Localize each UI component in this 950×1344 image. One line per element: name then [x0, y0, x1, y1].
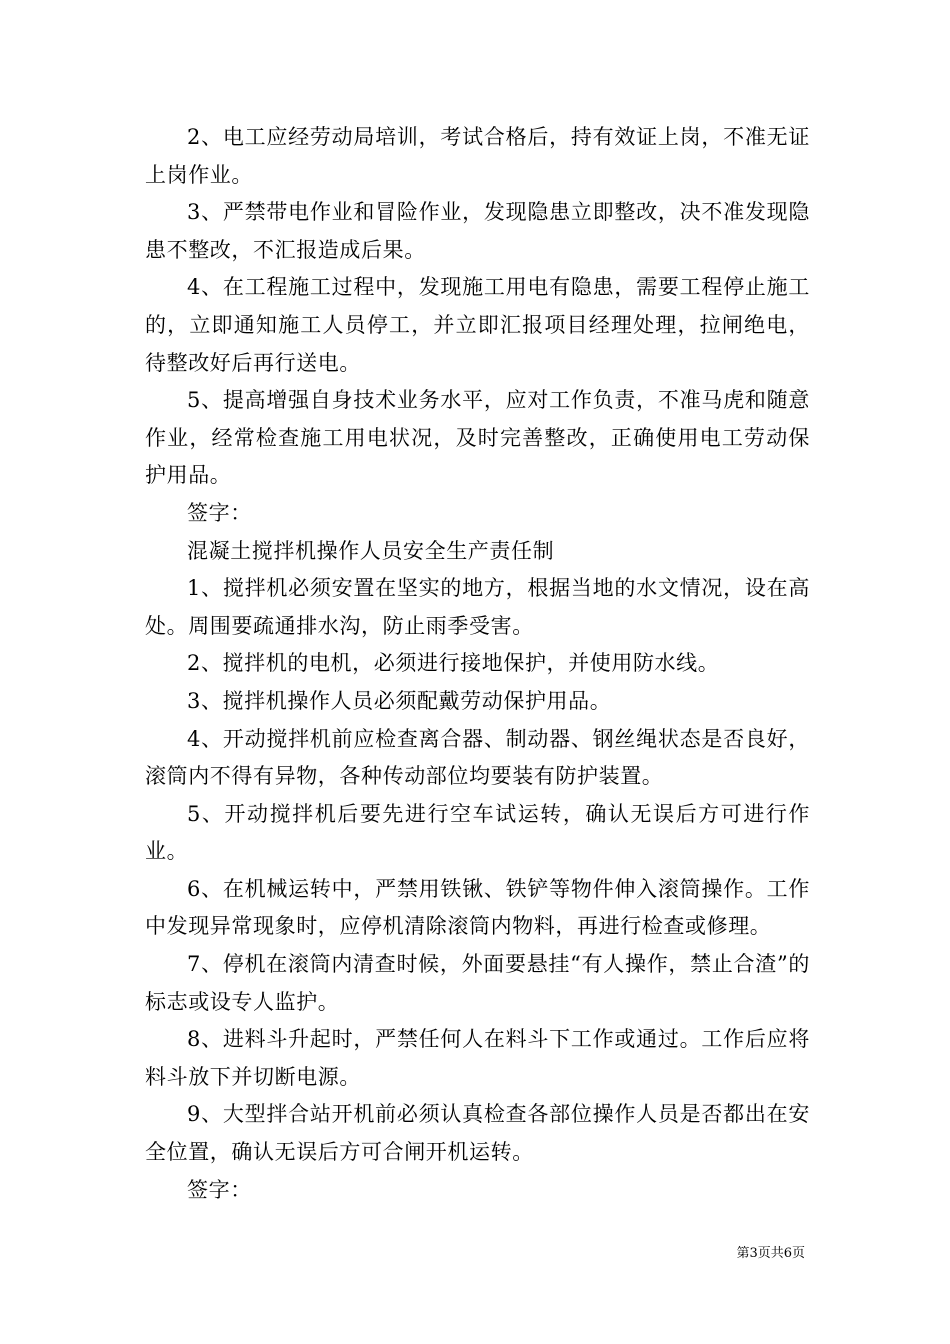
- paragraph: 6、在机械运转中，严禁用铁锹、铁铲等物件伸入滚筒操作。工作中发现异常现象时，应停机清除滚筒内物料，再进行检查或修理。: [145, 876, 810, 939]
- paragraph: 3、严禁带电作业和冒险作业，发现隐患立即整改，决不准发现隐患不整改，不汇报造成后果。: [145, 200, 810, 262]
- paragraph: 5、开动搅拌机后要先进行空车试运转，确认无误后方可进行作业。: [145, 801, 810, 864]
- paragraph: 3、搅拌机操作人员必须配戴劳动保护用品。: [187, 688, 612, 713]
- signature-line: 签字：: [187, 1177, 252, 1202]
- document-body: [145, 119, 810, 1209]
- paragraph: 5、提高增强自身技术业务水平，应对工作负责，不准马虎和随意作业，经常检查施工用电状况，及时完善整改，正确使用电工劳动保护用品。: [145, 388, 810, 488]
- paragraph: 7、停机在滚筒内清查时候，外面要悬挂“有人操作，禁止合渣”的标志或设专人监护。: [145, 952, 810, 1014]
- paragraph: 4、在工程施工过程中，发现施工用电有隐患，需要工程停止施工的，立即通知施工人员停工，并立即汇报项目经理处理，拉闸绝电，待整改好后再行送电。: [145, 275, 810, 375]
- page-number: 第3页共6页: [736, 1246, 805, 1261]
- paragraph: 4、开动搅拌机前应检查离合器、制动器、钢丝绳状态是否良好，滚筒内不得有异物，各种传动部位均要装有防护装置。: [145, 726, 810, 789]
- paragraph: 8、进料斗升起时，严禁任何人在料斗下工作或通过。工作后应将料斗放下并切断电源。: [145, 1027, 810, 1089]
- paragraph: 1、搅拌机必须安置在坚实的地方，根据当地的水文情况，设在高处。周围要疏通排水沟，防止雨季受害。: [145, 576, 810, 638]
- paragraph: 9、大型拌合站开机前必须认真检查各部位操作人员是否都出在安全位置，确认无误后方可合闸开机运转。: [145, 1102, 810, 1165]
- section-title: 混凝土搅拌机操作人员安全生产责任制: [187, 538, 555, 563]
- signature-line: 签字：: [187, 500, 252, 525]
- paragraph: 2、搅拌机的电机，必须进行接地保护，并使用防水线。: [187, 651, 720, 676]
- paragraph: 2、电工应经劳动局培训，考试合格后，持有效证上岗，不准无证上岗作业。: [145, 125, 810, 187]
